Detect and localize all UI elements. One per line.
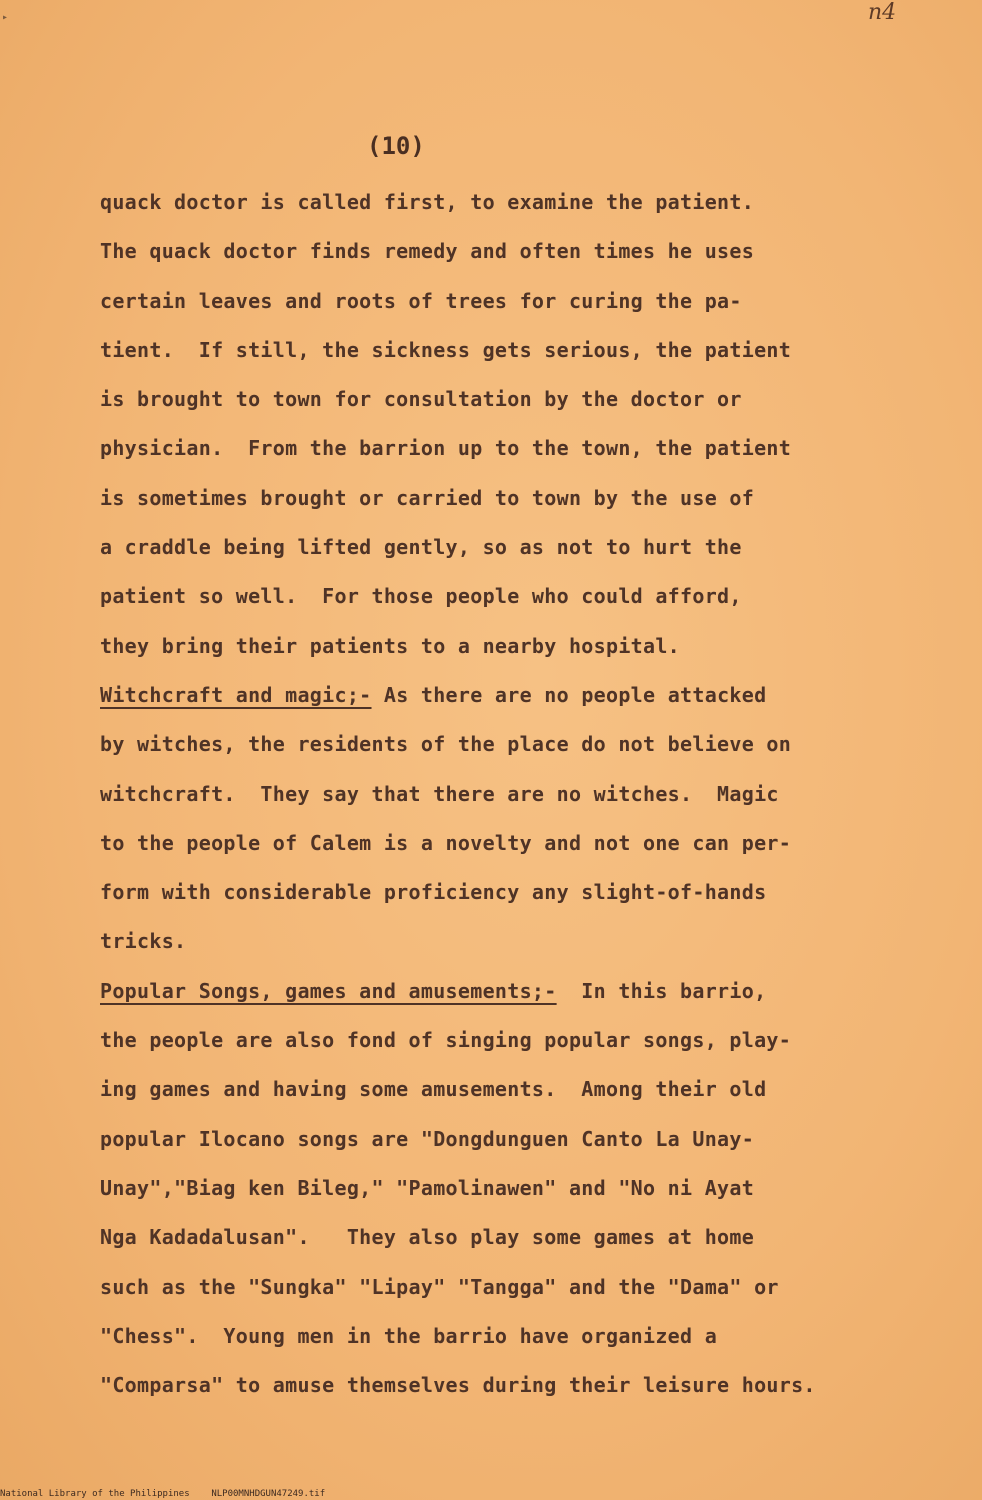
text-line: such as the "Sungka" "Lipay" "Tangga" and the "Dama" or (100, 1274, 779, 1299)
text-line: is brought to town for consultation by the doctor or (100, 387, 742, 412)
footer-filename: NLP00MNHDGUN47249.tif (211, 1489, 326, 1499)
text-line: quack doctor is called first, to examine the patient. (100, 190, 755, 214)
witchcraft-heading: Witchcraft and magic;- (100, 682, 372, 707)
typed-body (100, 178, 960, 1410)
text-line: a craddle being lifted gently, so as not to hurt the (100, 535, 742, 560)
songs-section-line (100, 967, 960, 1016)
songs-intro: In this barrio, (556, 978, 767, 1003)
text-line: "Comparsa" to amuse themselves during their leisure hours. (100, 1373, 816, 1398)
text-line: tricks. (100, 929, 187, 954)
text-line: popular Ilocano songs are "Dongdunguen Canto La Unay- (100, 1126, 755, 1151)
text-line: The quack doctor finds remedy and often times he uses (100, 239, 755, 264)
text-line: by witches, the residents of the place do not believe on (100, 732, 792, 757)
handwritten-page-note: n4 (868, 0, 897, 25)
text-line: form with considerable proficiency any slight-of-hands (100, 880, 767, 905)
text-line: Nga Kadadalusan". They also play some games at home (100, 1225, 755, 1250)
text-line: certain leaves and roots of trees for curing the pa- (100, 288, 742, 313)
scan-footer (0, 1488, 982, 1500)
witchcraft-section-line (100, 671, 960, 720)
footer-library: National Library of the Philippines (0, 1489, 190, 1499)
text-line: the people are also fond of singing popular songs, play- (100, 1028, 792, 1053)
text-line: witchcraft. They say that there are no witches. Magic (100, 781, 779, 806)
text-line: patient so well. For those people who could afford, (100, 584, 742, 609)
text-line: "Chess". Young men in the barrio have organized a (100, 1323, 718, 1348)
text-line: is sometimes brought or carried to town by the use of (100, 485, 755, 510)
page-number: (10) (367, 132, 425, 160)
songs-heading: Popular Songs, games and amusements;- (100, 978, 557, 1003)
text-line: Unay","Biag ken Bileg," "Pamolinawen" and "No ni Ayat (100, 1175, 755, 1200)
text-line: to the people of Calem is a novelty and not one can per- (100, 830, 792, 855)
text-line: they bring their patients to a nearby hospital. (100, 633, 681, 658)
witchcraft-intro: As there are no people attacked (371, 682, 767, 707)
corner-tick-mark: ▸ (2, 12, 9, 23)
text-line: ing games and having some amusements. Among their old (100, 1077, 767, 1102)
text-line: tient. If still, the sickness gets serious, the patient (100, 337, 792, 362)
text-line: physician. From the barrion up to the town, the patient (100, 436, 792, 461)
